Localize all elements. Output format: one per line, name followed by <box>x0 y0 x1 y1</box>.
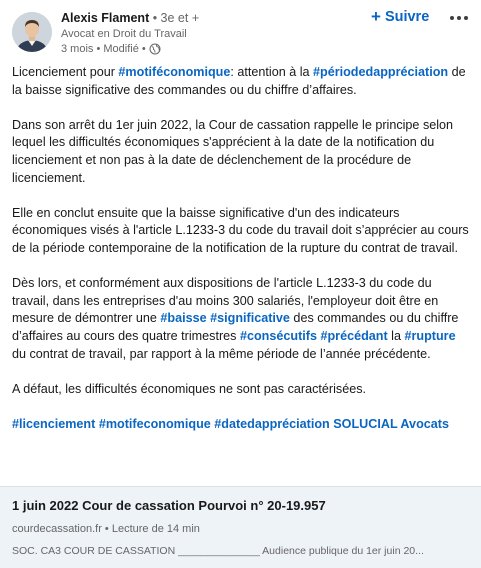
hashtag-link[interactable]: #datedappréciation <box>214 416 330 431</box>
post-tags <box>12 416 470 434</box>
link-card-source: courdecassation.fr • Lecture de 14 min <box>12 523 200 535</box>
company-mention-link[interactable]: SOLUCIAL Avocats <box>333 416 449 431</box>
plus-icon: + <box>371 7 381 26</box>
post-paragraph-3: Elle en conclut ensuite que la baisse significative d'un des indicateurs économiques visés à l'article L.1233-3 du code du travail doit s’apprécier au cours de la période contemporaine de la notification de la rupture du contrat de travail. <box>12 205 469 255</box>
more-dot <box>450 16 454 20</box>
link-card-description: SOC. CA3 COUR DE CASSATION ______________ Audience publique du 1er juin 20... <box>12 545 424 557</box>
more-options-icon[interactable] <box>448 9 470 27</box>
post-paragraph-2: Dans son arrêt du 1er juin 2022, la Cour de cassation rappelle le principe selon lequel les difficultés économiques s'apprécient à la date de la notification du licenciement et non pas à la date de déclenchement de la procédure de licenciement. <box>12 117 454 185</box>
more-dot <box>457 16 461 20</box>
post-header <box>0 0 481 62</box>
text: des commandes ou du chiffre d’affaires au cours des quatre trimestres <box>12 311 459 343</box>
post-meta <box>61 42 161 56</box>
text: Licenciement pour <box>12 65 119 79</box>
text: Dès lors, et conformément aux dispositions de l'article L.1233-3 du code du travail, dans les entreprises d'au moins 300 salariés, l'employeur doit être en mesure de démontrer une <box>12 276 439 326</box>
text: du contrat de travail, par rapport à la même période de l’année précédente. <box>12 346 431 361</box>
post-meta-text: 3 mois • Modifié • <box>61 43 146 55</box>
more-dot <box>464 16 468 20</box>
text: de la baisse significative des commandes ou du chiffre d’affaires. <box>12 65 466 97</box>
globe-icon <box>149 43 161 55</box>
link-card-title[interactable]: 1 juin 2022 Cour de cassation Pourvoi n° 20-19.957 <box>12 498 326 513</box>
author-name[interactable]: Alexis Flament <box>61 11 150 25</box>
hashtag-link[interactable]: #licenciement <box>12 416 96 431</box>
follow-button[interactable] <box>371 7 429 27</box>
hashtag-link[interactable]: #motifeconomique <box>98 416 211 431</box>
text: : attention à la <box>230 65 314 79</box>
author-headline: Avocat en Droit du Travail <box>61 28 187 40</box>
connection-degree: • 3e et + <box>149 11 200 25</box>
text: la <box>387 328 405 343</box>
hashtag-link[interactable]: #baisse <box>160 311 207 326</box>
author-line <box>61 10 199 26</box>
hashtag-link[interactable]: #consécutifs <box>239 328 317 343</box>
hashtag-link[interactable]: #périodedappréciation <box>313 65 449 79</box>
post-paragraph-5: A défaut, les difficultés économiques ne sont pas caractérisées. <box>12 381 366 396</box>
avatar-photo-icon <box>12 12 52 52</box>
post-paragraph-1 <box>12 64 470 99</box>
hashtag-link[interactable]: #précédant <box>320 328 388 343</box>
author-avatar[interactable] <box>12 12 52 52</box>
link-preview-card[interactable] <box>0 486 481 568</box>
hashtag-link[interactable]: #rupture <box>404 328 456 343</box>
follow-label: Suivre <box>384 9 430 25</box>
post-body <box>12 64 470 433</box>
hashtag-link[interactable]: #significative <box>210 311 290 326</box>
hashtag-link[interactable]: #motiféconomique <box>118 65 231 79</box>
post-paragraph-4 <box>12 275 470 363</box>
